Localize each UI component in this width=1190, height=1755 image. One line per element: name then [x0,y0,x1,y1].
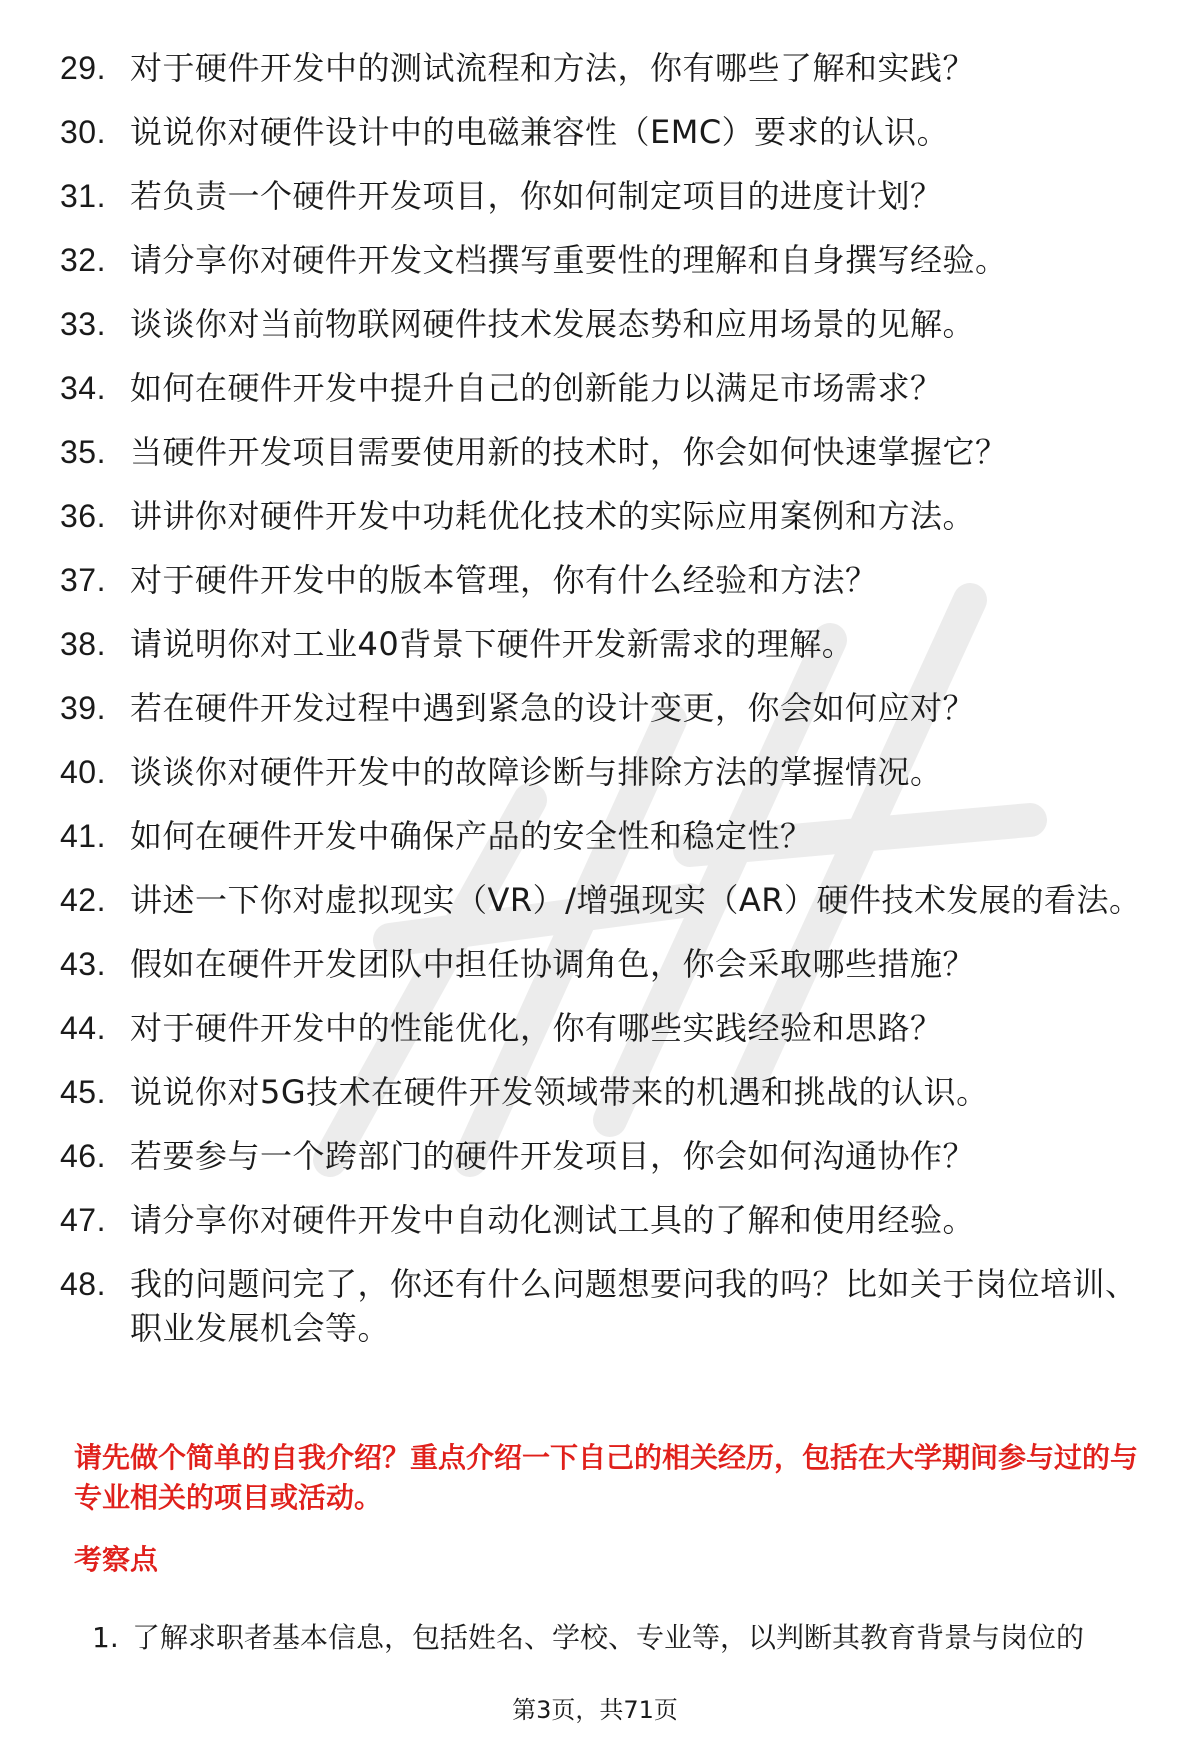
question-list [60,46,1160,1370]
question-number: 38. [60,626,106,662]
question-number: 39. [60,690,106,726]
question-number: 29. [60,50,106,86]
question-number: 37. [60,562,106,598]
question-text: 说说你对硬件设计中的电磁兼容性（EMC）要求的认识。 [130,113,950,151]
question-text: 若在硬件开发过程中遇到紧急的设计变更，你会如何应对？ [130,689,976,727]
question-number: 42. [60,882,106,918]
question-text: 讲述一下你对虚拟现实（VR）/增强现实（AR）硬件技术发展的看法。 [130,881,1142,919]
list-item [60,878,1160,922]
list-item [60,942,1160,986]
list-item [60,174,1160,218]
list-item [60,366,1160,410]
question-text: 对于硬件开发中的版本管理，你有什么经验和方法？ [130,561,878,599]
list-item [60,494,1160,538]
list-item [60,238,1160,282]
list-item [60,750,1160,794]
list-item [60,686,1160,730]
list-item [60,1006,1160,1050]
question-text: 若要参与一个跨部门的硬件开发项目，你会如何沟通协作？ [130,1137,976,1175]
question-text: 若负责一个硬件开发项目，你如何制定项目的进度计划？ [130,177,943,215]
question-text: 请分享你对硬件开发文档撰写重要性的理解和自身撰写经验。 [130,241,1008,279]
list-item [60,814,1160,858]
question-number: 41. [60,818,106,854]
question-text: 如何在硬件开发中提升自己的创新能力以满足市场需求？ [130,369,943,407]
page-footer: 第3页，共71页 [512,1696,678,1724]
list-item [60,558,1160,602]
list-item [60,430,1160,474]
list-item [60,1070,1160,1114]
question-text: 请分享你对硬件开发中自动化测试工具的了解和使用经验。 [130,1201,976,1239]
assessment-point [92,1618,1172,1658]
list-item [60,110,1160,154]
question-text: 说说你对5G技术在硬件开发领域带来的机遇和挑战的认识。 [130,1073,989,1111]
question-text: 如何在硬件开发中确保产品的安全性和稳定性？ [130,817,813,855]
question-text: 我的问题问完了，你还有什么问题想要问我的吗？比如关于岗位培训、职业发展机会等。 [130,1265,1138,1347]
question-number: 33. [60,306,106,342]
list-item [60,1262,1160,1350]
question-number: 30. [60,114,106,150]
list-item [60,622,1160,666]
question-text: 讲讲你对硬件开发中功耗优化技术的实际应用案例和方法。 [130,497,976,535]
question-number: 35. [60,434,106,470]
question-text: 当硬件开发项目需要使用新的技术时，你会如何快速掌握它？ [130,433,1008,471]
list-item [60,302,1160,346]
question-number: 48. [60,1266,106,1302]
list-item [60,1198,1160,1242]
question-number: 36. [60,498,106,534]
question-text: 对于硬件开发中的性能优化，你有哪些实践经验和思路？ [130,1009,943,1047]
question-number: 46. [60,1138,106,1174]
section-label: 考察点 [74,1543,159,1576]
point-number: 1. [92,1621,119,1654]
question-number: 47. [60,1202,106,1238]
question-number: 34. [60,370,106,406]
question-number: 45. [60,1074,106,1110]
question-number: 32. [60,242,106,278]
question-number: 40. [60,754,106,790]
question-number: 44. [60,1010,106,1046]
intro-question: 请先做个简单的自我介绍？重点介绍一下自己的相关经历，包括在大学期间参与过的与专业相关的项目或活动。 [74,1441,1139,1514]
question-number: 31. [60,178,106,214]
question-number: 43. [60,946,106,982]
point-text: 了解求职者基本信息，包括姓名、学校、专业等，以判断其教育背景与岗位的 [132,1621,1085,1654]
list-item [60,1134,1160,1178]
question-text: 谈谈你对硬件开发中的故障诊断与排除方法的掌握情况。 [130,753,943,791]
question-text: 谈谈你对当前物联网硬件技术发展态势和应用场景的见解。 [130,305,976,343]
list-item [60,46,1160,90]
question-text: 请说明你对工业40背景下硬件开发新需求的理解。 [130,625,855,663]
question-text: 对于硬件开发中的测试流程和方法，你有哪些了解和实践？ [130,49,976,87]
question-text: 假如在硬件开发团队中担任协调角色，你会采取哪些措施？ [130,945,976,983]
